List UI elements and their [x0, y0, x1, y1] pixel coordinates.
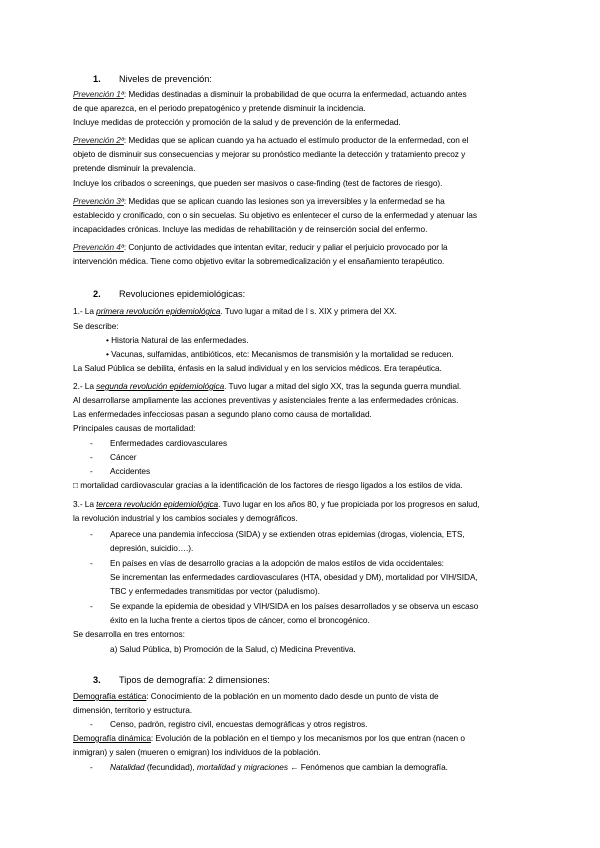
bullet-historia: • Historia Natural de las enfermedades.	[106, 335, 249, 345]
dash-marker: -	[90, 438, 93, 448]
bullet-vacunas: • Vacunas, sulfamidas, antibióticos, etc: Mecanismos de transmisión y la mortalidad se reducen.	[106, 349, 454, 359]
primera-revolucion-line: 1.- La primera revolución epidemiológica. Tuvo lugar a mitad de l s. XIX y primera del XX.	[73, 306, 397, 316]
prevencion-3-line-3: incapacidades crónicas. Incluye las medidas de rehabilitación y de reinserción social del enfermo.	[73, 224, 428, 234]
causa-item: Cáncer	[110, 452, 137, 462]
censo-item: Censo, padrón, registro civil, encuestas demográficas y otros registros.	[110, 719, 368, 729]
demografia-estatica-line-1: Demografía estática: Conocimiento de la población en un momento dado desde un punto de vista de	[73, 691, 439, 701]
paises-item-line-2: Se incrementan las enfermedades cardiovasculares (HTA, obesidad y DM), mortalidad por VIH/SIDA,	[110, 572, 478, 582]
dash-marker: -	[90, 601, 93, 611]
demografia-dinamica-line-1: Demografía dinámica: Evolución de la población en el tiempo y los mecanismos por los que entran (nacen o	[73, 733, 465, 743]
section-2-heading: 2. Revoluciones epidemiológicas:	[93, 289, 246, 299]
obesidad-item-line-2: éxito en la lucha frente a ciertos tipos de cáncer, como el broncogénico.	[110, 615, 370, 625]
paises-item-line-1: En países en vías de desarrollo gracias a la adopción de malos estilos de vida occidentales:	[110, 558, 444, 568]
prevencion-1-line-3: Incluye medidas de protección y promoción de la salud y de prevención de la enfermedad.	[73, 117, 401, 127]
dash-marker: -	[90, 719, 93, 729]
demografia-estatica-line-2: dimensión, territorio y estructura.	[73, 705, 193, 715]
segunda-revolucion-line: 2.- La segunda revolución epidemiológica. Tuvo lugar a mitad del siglo XX, tras la segunda guerra mundial.	[73, 381, 462, 391]
segunda-line-3: Las enfermedades infecciosas pasan a segundo plano como causa de mortalidad.	[73, 409, 372, 419]
salud-publica-line: La Salud Pública se debilita, énfasis en la salud individual y en los servicios médicos. Era terapéutica.	[73, 363, 442, 373]
tercera-line-2: la revolución industrial y los cambios sociales y demográficos.	[73, 513, 298, 523]
causa-item: Accidentes	[110, 466, 151, 476]
dash-marker: -	[90, 762, 93, 772]
fenomenos-item: Natalidad (fecundidad), mortalidad y migraciones ← Fenómenos que cambian la demografía.	[110, 762, 448, 772]
prevencion-2-line-2: objeto de disminuir sus consecuencias y mejorar su pronóstico mediante la detección y tratamiento precoz y	[73, 149, 466, 159]
causa-item: Enfermedades cardiovasculares	[110, 438, 228, 448]
se-describe-line: Se describe:	[73, 321, 119, 331]
sida-item-line-2: depresión, suicidio….).	[110, 543, 194, 553]
prevencion-2-line-4: Incluye los cribados o screenings, que pueden ser masivos o case-finding (test de factores de riesgo).	[73, 178, 443, 188]
sida-item-line-1: Aparece una pandemia infecciosa (SIDA) y se extienden otras epidemias (drogas, violencia, ETS,	[110, 529, 465, 539]
prevencion-2-line-1: Prevención 2ª: Medidas que se aplican cuando ya ha actuado el estímulo productor de la enfermedad, con el	[73, 135, 469, 145]
prevencion-3-line-2: establecido y cronificado, con o sin secuelas. Su objetivo es enlentecer el curso de la enfermedad y atenuar las	[73, 210, 477, 220]
dash-marker: -	[90, 529, 93, 539]
paises-item-line-3: TBC y enfermedades transmitidas por vector (paludismo).	[110, 586, 320, 596]
obesidad-item-line-1: Se expande la epidemia de obesidad y VIH/SIDA en los países desarrollados y se observa un escaso	[110, 601, 479, 611]
segunda-line-2: Al desarrollarse ampliamente las acciones preventivas y asistenciales frente a las enfermedades crónicas.	[73, 395, 459, 405]
demografia-dinamica-line-2: inmigran) y salen (mueren o emigran) los individuos de la población.	[73, 747, 321, 757]
principales-causas-line: Principales causas de mortalidad:	[73, 423, 196, 433]
prevencion-1-line-1: Prevención 1ª: Medidas destinadas a disminuir la probabilidad de que ocurra la enfermedad, actuando antes	[73, 89, 467, 99]
section-3-heading: 3. Tipos de demografía: 2 dimensiones:	[93, 675, 270, 685]
mortalidad-cardiovascular-line: □ mortalidad cardiovascular gracias a la identificación de los factores de riesgo ligados a los estilos de vida.	[73, 480, 463, 490]
tercera-revolucion-line: 3.- La tercera revolución epidemiológica. Tuvo lugar en los años 80, y fue propiciada por los progresos en salud,	[73, 499, 480, 509]
dash-marker: -	[90, 466, 93, 476]
dash-marker: -	[90, 452, 93, 462]
section-1-heading: 1. Niveles de prevención:	[93, 74, 212, 84]
prevencion-3-line-1: Prevención 3ª: Medidas que se aplican cuando las lesiones son ya irreversibles y la enfermedad se ha	[73, 196, 445, 206]
tres-entornos-line: Se desarrolla en tres entornos:	[73, 629, 185, 639]
dash-marker: -	[90, 558, 93, 568]
entornos-list-line: a) Salud Pública, b) Promoción de la Salud, c) Medicina Preventiva.	[110, 644, 356, 654]
prevencion-1-line-2: de que aparezca, en el periodo prepatogénico y pretende disminuir la incidencia.	[73, 103, 366, 113]
prevencion-2-line-3: pretende disminuir la prevalencia.	[73, 163, 196, 173]
prevencion-4-line-1: Prevención 4ª: Conjunto de actividades que intentan evitar, reducir y paliar el perjuicio provocado por la	[73, 242, 448, 252]
prevencion-4-line-2: intervención médica. Tiene como objetivo evitar la sobremedicalización y el ensañamiento terapéutico.	[73, 256, 445, 266]
